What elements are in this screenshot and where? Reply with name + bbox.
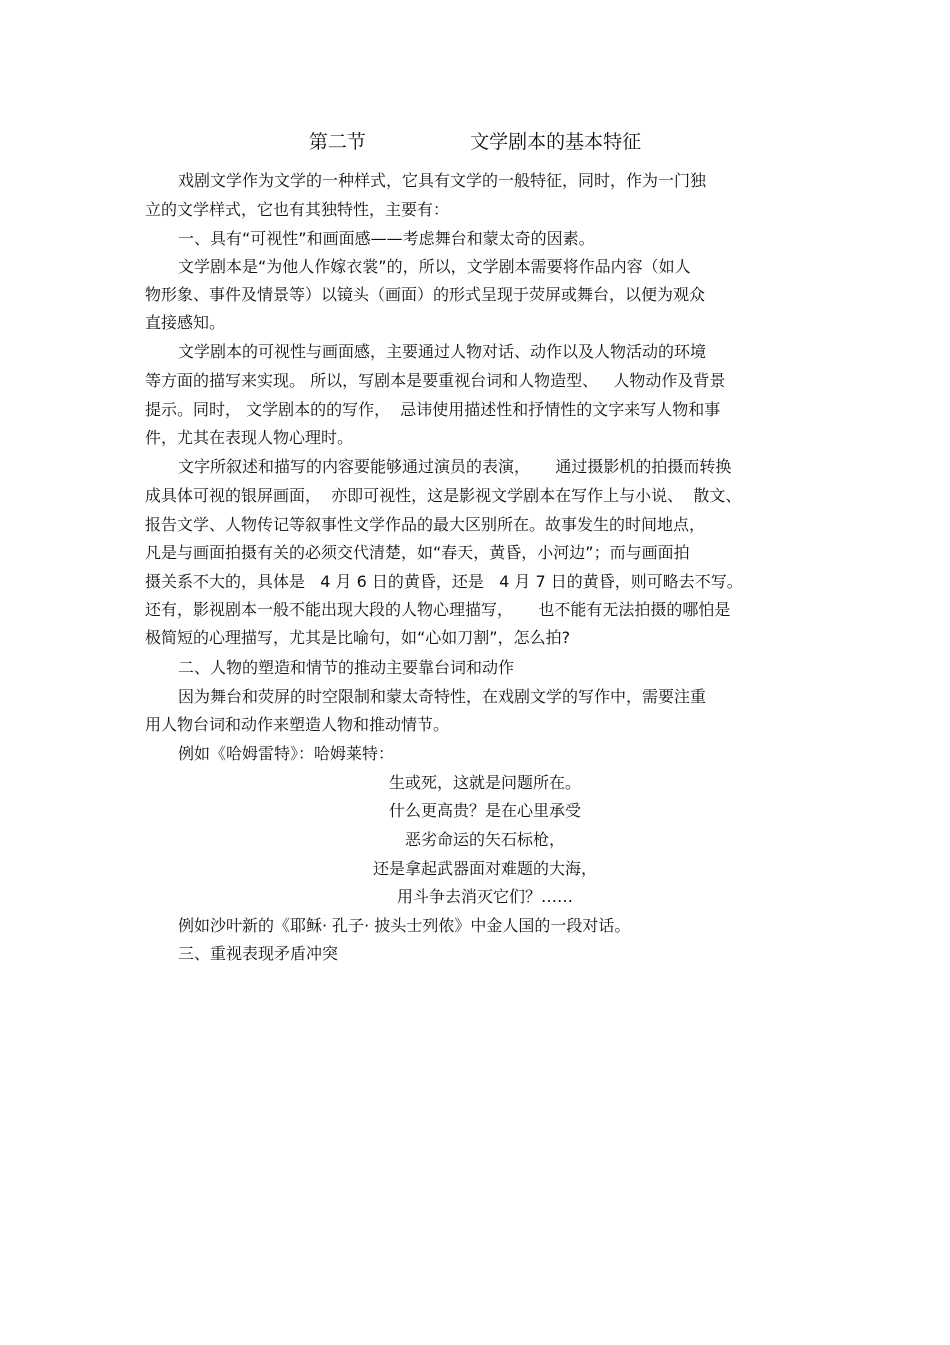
paragraph-line: 物形象、事件及情景等）以镜头（画面）的形式呈现于荧屏或舞台，以便为观众 xyxy=(145,285,706,304)
paragraph-line: 件，尤其在表现人物心理时。 xyxy=(145,428,354,447)
paragraph-line: 成具体可视的银屏画面， 亦即可视性，这是影视文学剧本在写作上与小说、 散文、 xyxy=(145,486,742,505)
example-hamlet: 例如《哈姆雷特》：哈姆莱特： xyxy=(178,744,395,763)
poem-line: 什么更高贵？是在心里承受 xyxy=(388,801,581,820)
heading-point-2: 二、人物的塑造和情节的推动主要靠台词和动作 xyxy=(178,658,515,677)
poem-line: 恶劣命运的矢石标枪， xyxy=(404,830,565,849)
paragraph-line: 报告文学、人物传记等叙事性文学作品的最大区别所在。故事发生的时间地点， xyxy=(145,515,706,534)
paragraph-line: 戏剧文学作为文学的一种样式，它具有文学的一般特征，同时，作为一门独 xyxy=(178,171,707,190)
paragraph-line: 提示。同时， 文学剧本的的写作， 忌讳使用描述性和抒情性的文字来写人物和事 xyxy=(145,400,721,419)
paragraph-line: 直接感知。 xyxy=(145,313,226,332)
paragraph-line: 等方面的描写来实现。 所以，写剧本是要重视台词和人物造型、 人物动作及背景 xyxy=(145,371,726,390)
paragraph-line: 文字所叙述和描写的内容要能够通过演员的表演， 通过摄影机的拍摄而转换 xyxy=(178,457,732,476)
paragraph-line: 摄关系不大的，具体是 4 月 6 日的黄昏，还是 4 月 7 日的黄昏，则可略去不写。 xyxy=(145,572,743,591)
paragraph-line: 凡是与画面拍摄有关的必须交代清楚，如“春天，黄昏，小河边”；而与画面拍 xyxy=(145,543,690,562)
heading-point-3: 三、重视表现矛盾冲突 xyxy=(178,944,339,963)
paragraph-line: 用人物台词和动作来塑造人物和推动情节。 xyxy=(145,715,450,734)
poem-line: 还是拿起武器面对难题的大海， xyxy=(372,859,597,878)
poem-line: 用斗争去消灭它们？…… xyxy=(396,887,573,906)
poem-line: 生或死，这就是问题所在。 xyxy=(388,773,581,792)
paragraph-line: 因为舞台和荧屏的时空限制和蒙太奇特性，在戏剧文学的写作中，需要注重 xyxy=(178,687,707,706)
paragraph-line: 文学剧本是“为他人作嫁衣裳”的，所以，文学剧本需要将作品内容（如人 xyxy=(178,257,691,276)
paragraph-line: 文学剧本的可视性与画面感，主要通过人物对话、动作以及人物活动的环境 xyxy=(178,342,707,361)
paragraph-line: 还有，影视剧本一般不能出现大段的人物心理描写， 也不能有无法拍摄的哪怕是 xyxy=(145,600,731,619)
paragraph-line: 极简短的心理描写，尤其是比喻句，如“心如刀割”，怎么拍? xyxy=(145,628,571,647)
paragraph-line: 立的文学样式，它也有其独特性，主要有： xyxy=(145,200,450,219)
heading-point-1: 一、具有“可视性”和画面感——考虑舞台和蒙太奇的因素。 xyxy=(178,229,595,248)
example-dialogue: 例如沙叶新的《耶稣· 孔子· 披头士列侬》中金人国的一段对话。 xyxy=(178,916,631,935)
section-title: 第二节 文学剧本的基本特征 xyxy=(308,131,642,153)
